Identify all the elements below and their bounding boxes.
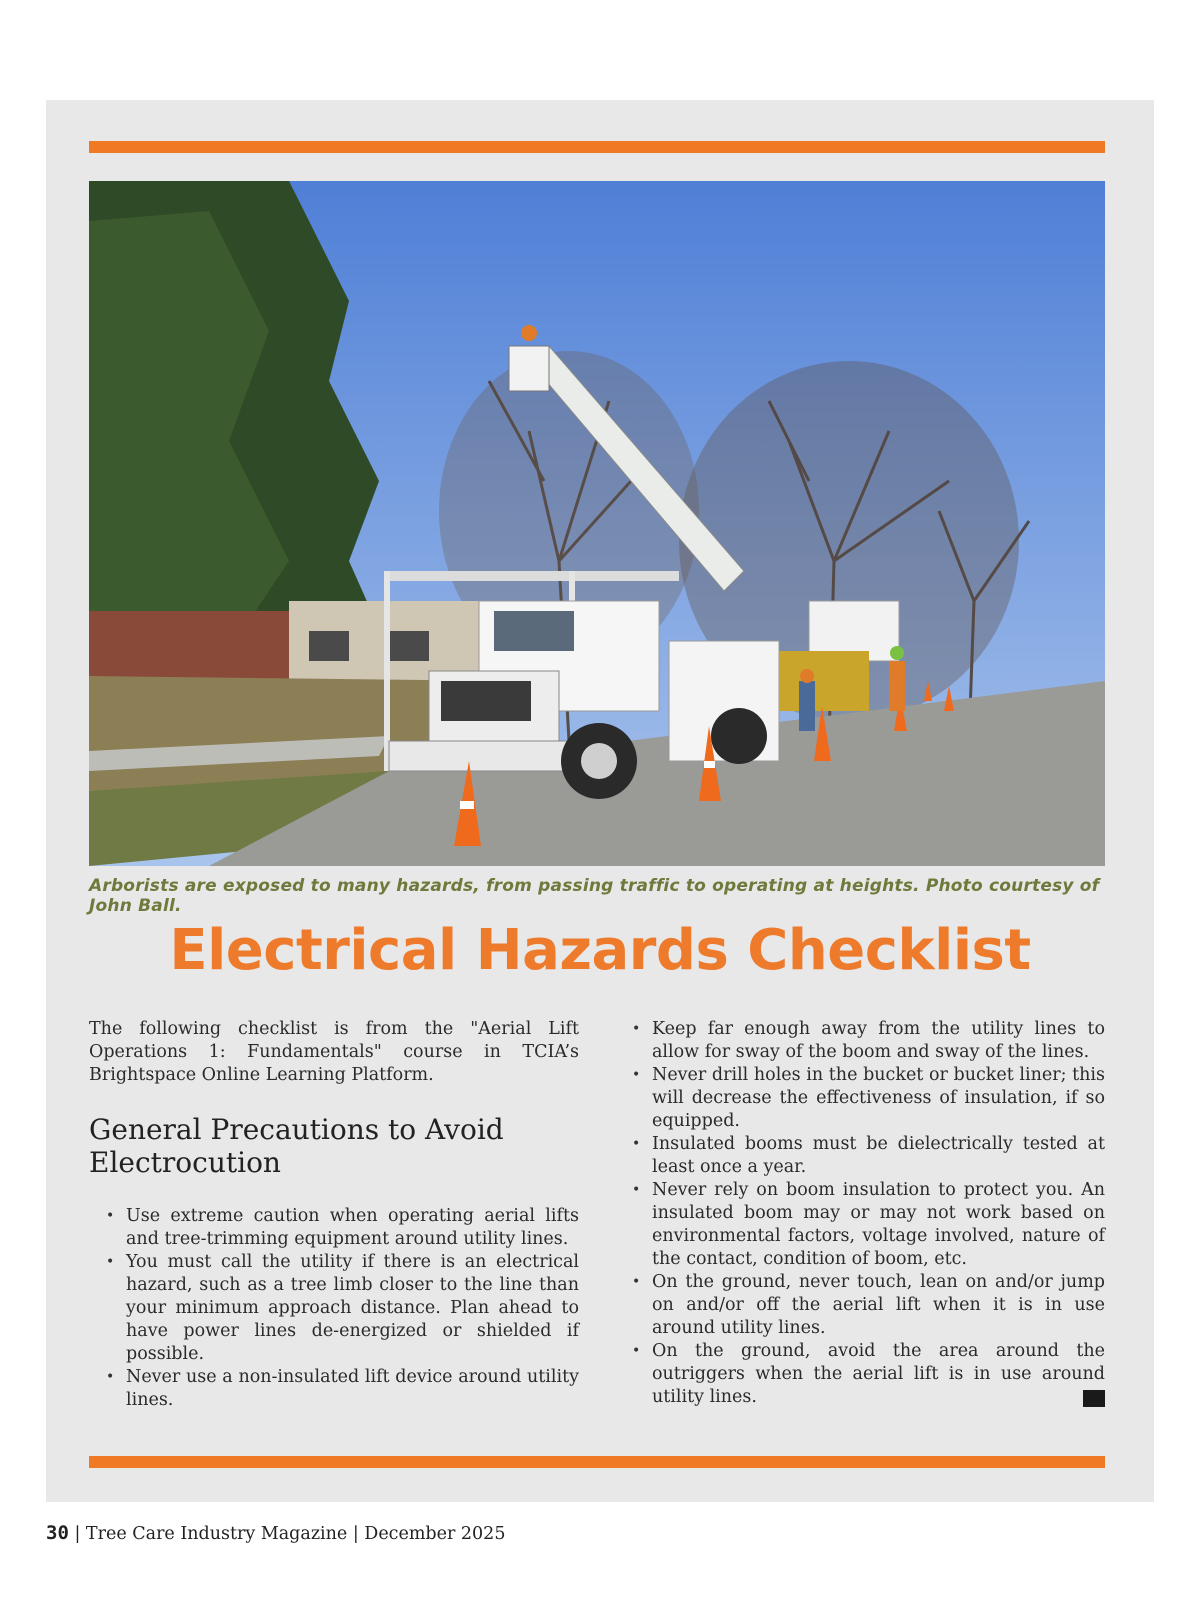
list-item: • On the ground, never touch, lean on and/or jump on and/or off the aerial lift when it is in use around utility lines. (652, 1271, 1105, 1340)
list-item: • Keep far enough away from the utility lines to allow for sway of the boom and sway of the lines. (652, 1018, 1105, 1064)
photo-caption: Arborists are exposed to many hazards, from passing traffic to operating at heights. Photo courtesy of John Ball. (89, 876, 1100, 916)
intro-paragraph: The following checklist is from the "Aerial Lift Operations 1: Fundamentals" course in TCIA’s Brightspace Online Learning Platform. (89, 1019, 579, 1085)
page-number: 30 (46, 1522, 69, 1544)
list-item: • Never use a non-insulated lift device around utility lines. (126, 1366, 579, 1412)
left-checklist (89, 1205, 579, 1412)
list-item: • Use extreme caution when operating aerial lifts and tree-trimming equipment around utility lines. (126, 1205, 579, 1251)
list-item: • You must call the utility if there is an electrical hazard, such as a tree limb closer to the line than your minimum approach distance. Plan ahead to have power lines de-energized or shielded if possible. (126, 1251, 579, 1366)
right-checklist (632, 1018, 1105, 1409)
article-title: Electrical Hazards Checklist (169, 918, 1031, 983)
end-of-article-mark-icon (1083, 1390, 1105, 1407)
list-item: • Never drill holes in the bucket or bucket liner; this will decrease the effectiveness of insulation, if so equipped. (652, 1064, 1105, 1133)
bucket-truck-photo (89, 181, 1105, 866)
bottom-orange-rule (89, 1456, 1105, 1468)
list-item: • On the ground, avoid the area around the outriggers when the aerial lift is in use around utility lines. (652, 1340, 1105, 1409)
right-column (632, 1018, 1105, 1409)
section-subheading: General Precautions to Avoid Electrocution (89, 1113, 504, 1179)
left-column (89, 1018, 579, 1412)
page-footer (46, 1522, 505, 1544)
publication-info: | Tree Care Industry Magazine | December 2025 (74, 1524, 506, 1544)
list-item: • Insulated booms must be dielectrically tested at least once a year. (652, 1133, 1105, 1179)
top-orange-rule (89, 141, 1105, 153)
list-item: • Never rely on boom insulation to protect you. An insulated boom may or may not work based on environmental factors, voltage involved, nature of the contact, condition of boom, etc. (652, 1179, 1105, 1271)
